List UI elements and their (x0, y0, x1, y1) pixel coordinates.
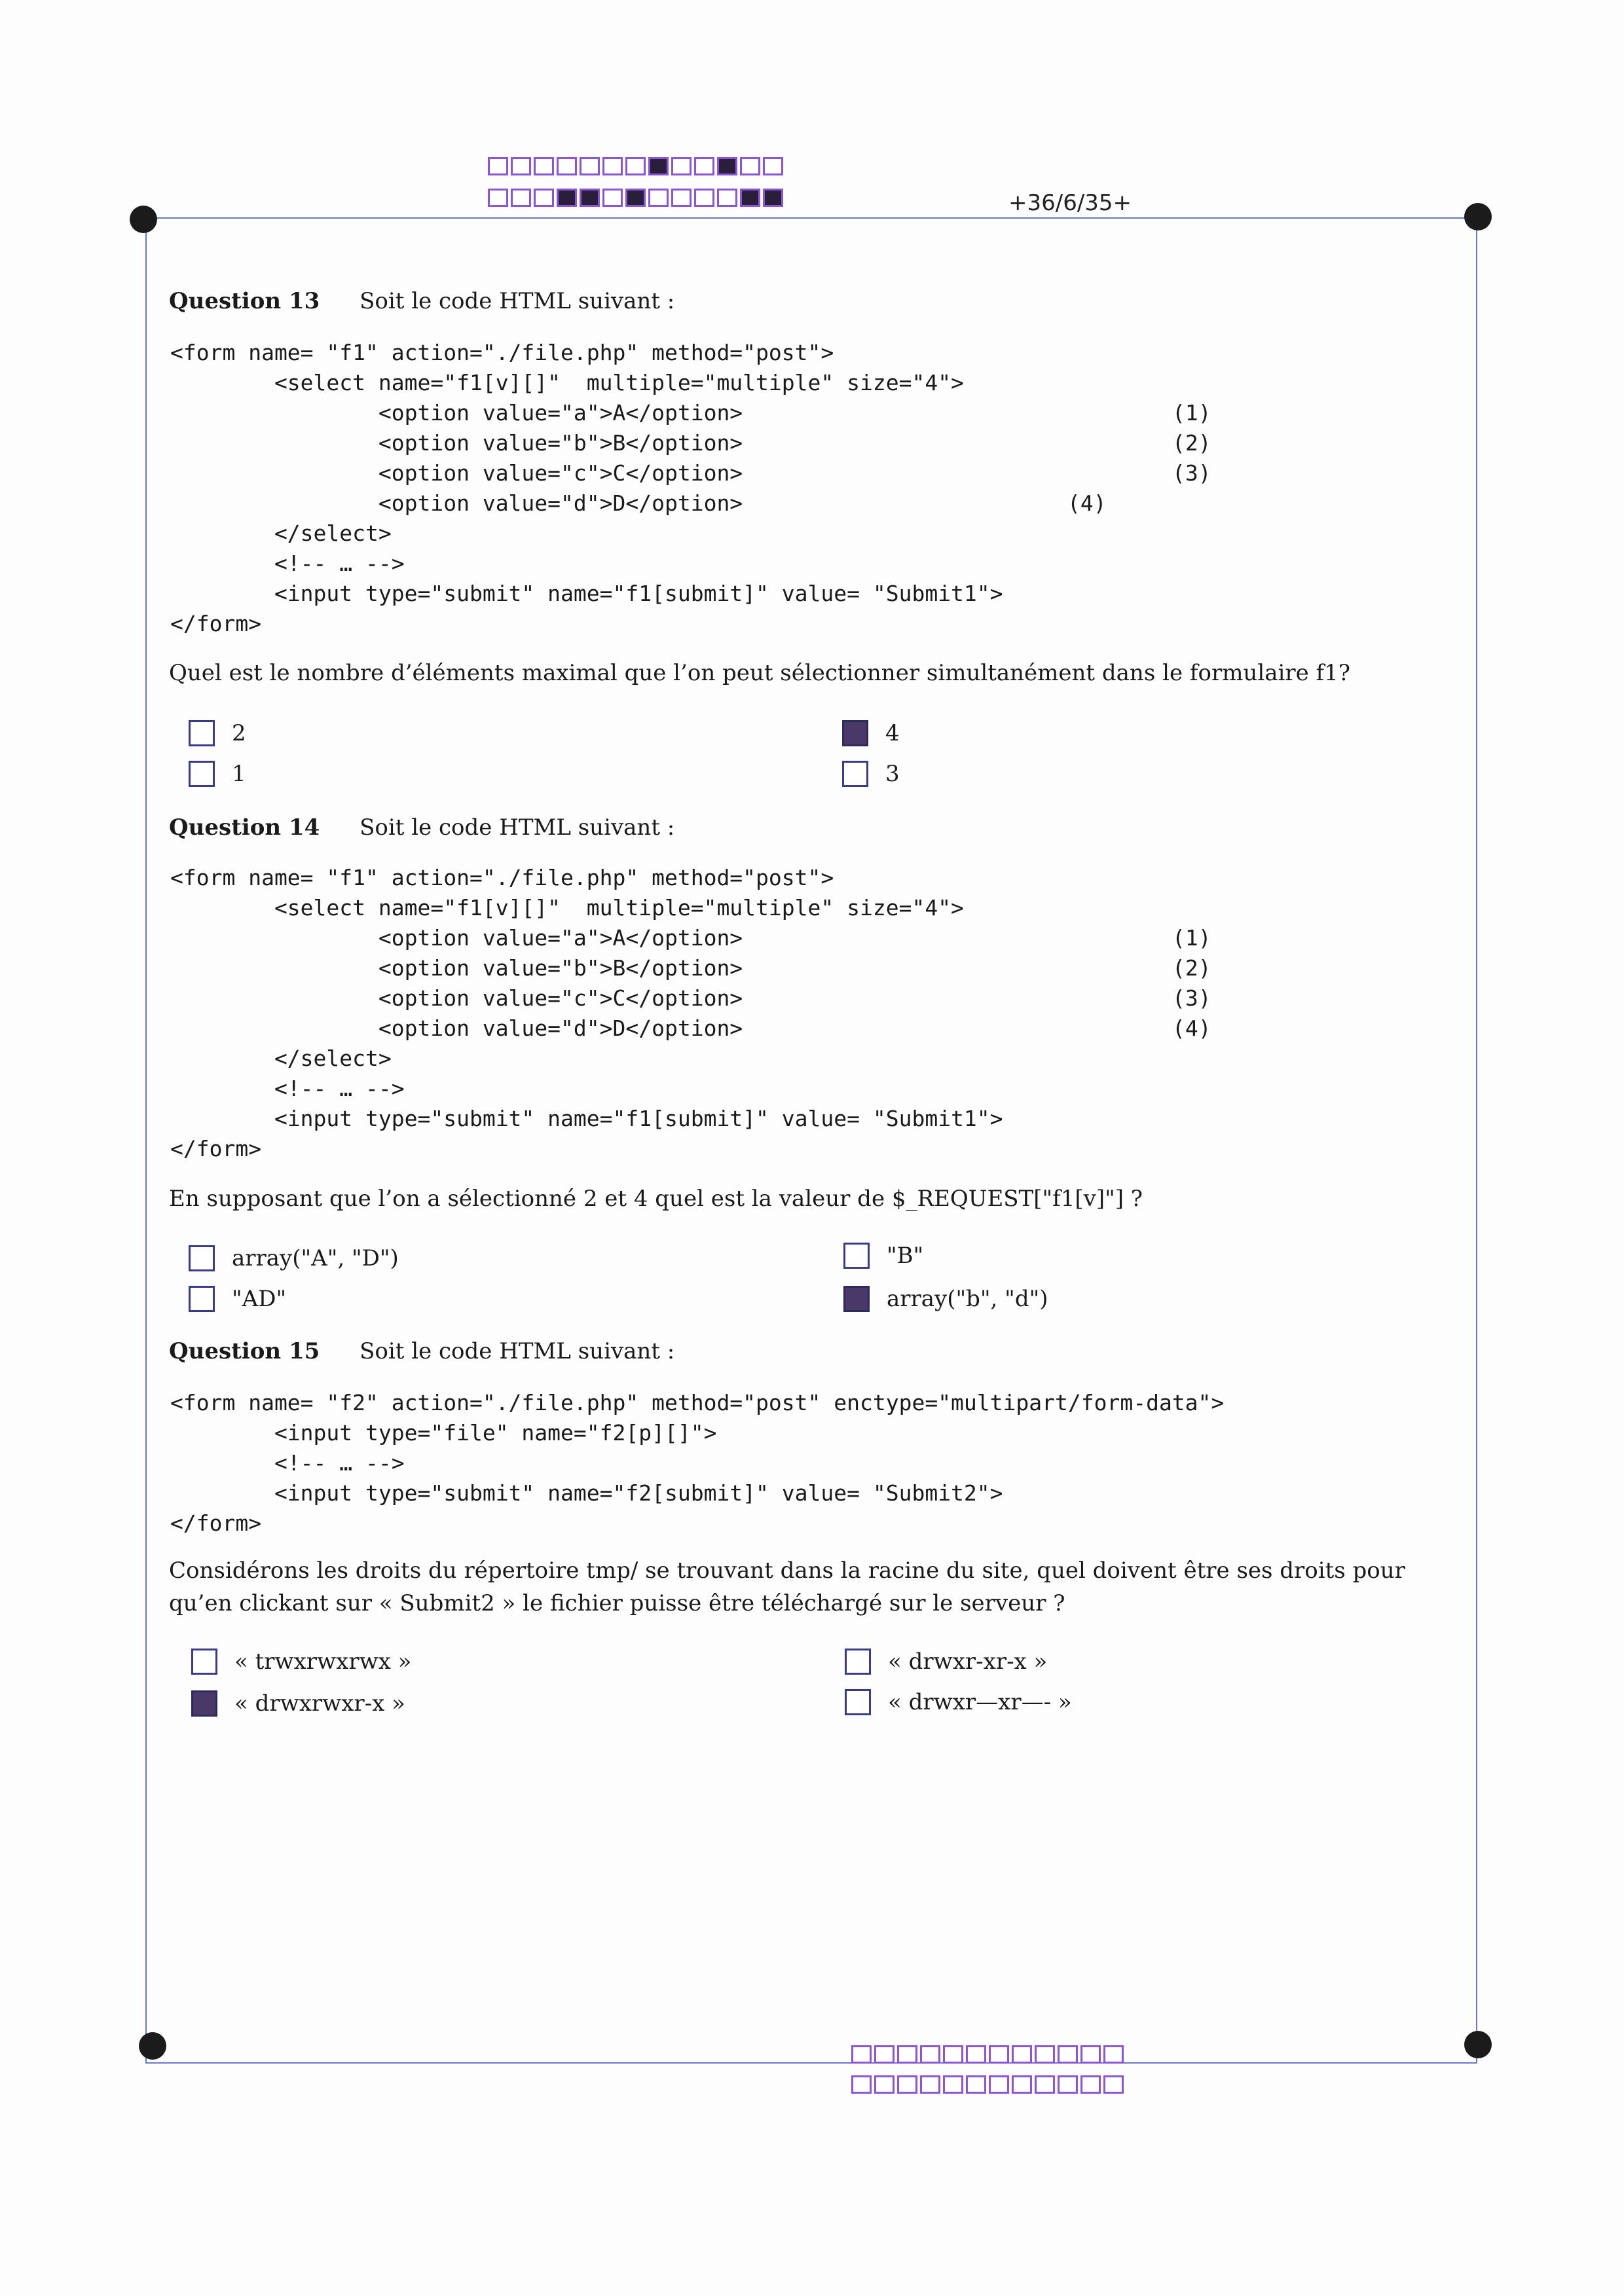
code-block (170, 1388, 1224, 1539)
code-line (170, 368, 1003, 398)
code-text: <option value="a">A</option> (170, 925, 743, 951)
code-line (170, 338, 1003, 368)
question-intro: Soit le code HTML suivant : (360, 814, 675, 841)
checkbox[interactable] (189, 761, 215, 787)
barcode-cell (989, 2075, 1009, 2094)
code-line (170, 953, 1211, 983)
barcode-cell (511, 189, 531, 207)
barcode-cell (966, 2045, 986, 2064)
barcode-cell (874, 2045, 895, 2064)
code-line (170, 1104, 1003, 1134)
barcode-cell (1080, 2045, 1101, 2064)
line-number-mark: (2) (1172, 955, 1211, 981)
code-line (170, 1478, 1224, 1508)
barcode-cell (1035, 2075, 1055, 2094)
line-number-mark: (4) (1067, 490, 1107, 516)
line-number-mark: (1) (1172, 400, 1211, 426)
barcode-cell (648, 189, 669, 207)
choice-label: "AD" (232, 1286, 287, 1312)
corner-marker-top-left (130, 206, 157, 233)
barcode-cell (943, 2045, 963, 2064)
barcode-cell (897, 2075, 917, 2094)
answer-choice[interactable] (845, 1649, 1047, 1675)
code-line (170, 1134, 1003, 1164)
checkbox[interactable] (845, 1649, 871, 1675)
corner-marker-bottom-left (139, 2032, 166, 2060)
choice-label: 3 (885, 761, 900, 787)
barcode-cell (580, 189, 600, 207)
barcode-cell (1080, 2075, 1101, 2094)
barcode-cell (694, 189, 714, 207)
choice-label: « drwxrwxr-x » (234, 1690, 405, 1717)
choice-label: « drwxr—xr—- » (888, 1689, 1072, 1715)
code-text: </form> (170, 1510, 262, 1536)
barcode-cell (534, 157, 554, 175)
barcode-cell (625, 157, 646, 175)
barcode-cell (488, 189, 508, 207)
code-line (170, 983, 1211, 1013)
barcode-cell (1103, 2075, 1124, 2094)
code-text: </select> (170, 1046, 392, 1071)
barcode-cell (1012, 2045, 1032, 2064)
choice-label: 1 (232, 761, 246, 787)
question-prompt: En supposant que l’on a sélectionné 2 et 4 quel est la valeur de $_REQUEST["f1[v]"] ? (169, 1186, 1143, 1212)
question-number: Question 13 (169, 288, 320, 314)
barcode-cell (740, 157, 760, 175)
code-line (170, 549, 1003, 579)
question-number: Question 15 (169, 1338, 320, 1364)
line-number-mark: (2) (1172, 430, 1211, 456)
choice-label: 4 (885, 720, 900, 746)
choice-label: 2 (232, 720, 246, 746)
code-line (170, 1508, 1224, 1539)
barcode-cell (557, 189, 577, 207)
barcode-cell (1103, 2045, 1124, 2064)
code-text: <select name="f1[v][]" multiple="multiple" size="4"> (170, 370, 964, 395)
code-text: </select> (170, 520, 392, 546)
barcode-cell (1058, 2045, 1078, 2064)
question-prompt: Considérons les droits du répertoire tmp/ se trouvant dans la racine du site, quel doivent être ses droits pour qu’en clickant sur « Submit2 » le fichier puisse être téléchargé sur le serveur ? (169, 1558, 1405, 1616)
checkbox[interactable] (189, 1286, 215, 1312)
code-line (170, 488, 1107, 519)
code-text: <input type="submit" name="f1[submit]" value= "Submit1"> (170, 581, 1003, 606)
code-text: </form> (170, 1136, 262, 1161)
checkbox[interactable] (843, 1243, 870, 1269)
barcode-cell (694, 157, 714, 175)
code-line (170, 1044, 1003, 1074)
line-number-mark: (4) (1172, 1015, 1211, 1041)
code-line (170, 609, 1003, 639)
choice-label: array("b", "d") (887, 1286, 1048, 1312)
code-text: <option value="b">B</option> (170, 955, 743, 981)
barcode-cell (534, 189, 554, 207)
answer-choice[interactable] (189, 1286, 286, 1312)
barcode-cell (763, 157, 783, 175)
answer-choice[interactable] (189, 761, 246, 787)
code-text: <form name= "f1" action="./file.php" method="post"> (170, 865, 834, 890)
checkbox[interactable] (842, 720, 868, 746)
answer-choice[interactable] (843, 1286, 1048, 1312)
line-number-mark: (3) (1172, 460, 1211, 486)
answer-choice[interactable] (845, 1689, 1072, 1715)
barcode-cell (920, 2075, 940, 2094)
barcode-cell (671, 157, 692, 175)
barcode-cell (851, 2045, 872, 2064)
barcode-bottom-row-2 (851, 2075, 1126, 2094)
barcode-cell (851, 2075, 872, 2094)
code-block (170, 338, 1211, 639)
question-header (169, 814, 674, 841)
barcode-bottom-row-1 (851, 2045, 1126, 2064)
barcode-cell (602, 189, 623, 207)
code-text: <input type="submit" name="f2[submit]" value= "Submit2"> (170, 1480, 1003, 1506)
answer-choice[interactable] (189, 720, 246, 746)
code-line (170, 398, 1211, 428)
barcode-cell (602, 157, 623, 175)
barcode-cell (580, 157, 600, 175)
barcode-cell (1035, 2045, 1055, 2064)
answer-choice[interactable] (191, 1690, 405, 1717)
answer-choice[interactable] (842, 761, 900, 787)
barcode-cell (966, 2075, 986, 2094)
code-line (170, 1448, 1224, 1478)
question-header (169, 288, 674, 314)
code-text: </form> (170, 611, 262, 636)
checkbox[interactable] (189, 1245, 215, 1271)
corner-marker-top-right (1464, 203, 1492, 230)
code-line (170, 1013, 1211, 1044)
code-text: <!-- … --> (170, 1450, 405, 1476)
line-number-mark: (1) (1172, 925, 1211, 951)
code-text: <option value="d">D</option> (170, 1015, 743, 1041)
barcode-cell (557, 157, 577, 175)
question-intro: Soit le code HTML suivant : (360, 1338, 675, 1364)
barcode-cell (897, 2045, 917, 2064)
question-intro: Soit le code HTML suivant : (360, 288, 675, 314)
page-id: +36/6/35+ (1008, 190, 1132, 216)
barcode-cell (717, 189, 737, 207)
choice-label: « drwxr-xr-x » (888, 1649, 1048, 1675)
question-header (169, 1338, 674, 1364)
code-line (170, 1388, 1224, 1418)
barcode-cell (943, 2075, 963, 2094)
choice-label: "B" (887, 1243, 924, 1269)
checkbox[interactable] (843, 1286, 870, 1312)
code-text: <option value="b">B</option> (170, 430, 743, 456)
question-number: Question 14 (169, 814, 320, 841)
answer-choice[interactable] (191, 1649, 411, 1675)
code-text: <form name= "f1" action="./file.php" method="post"> (170, 340, 834, 365)
code-text: <input type="submit" name="f1[submit]" value= "Submit1"> (170, 1106, 1003, 1131)
barcode-cell (874, 2075, 895, 2094)
code-block (170, 863, 1211, 1164)
code-text: <input type="file" name="f2[p][]"> (170, 1420, 717, 1446)
code-text: <option value="a">A</option> (170, 400, 743, 426)
answer-choice[interactable] (843, 1243, 923, 1269)
choice-label: array("A", "D") (232, 1245, 399, 1271)
line-number-mark: (3) (1172, 985, 1211, 1011)
checkbox[interactable] (191, 1690, 217, 1717)
code-text: <option value="c">C</option> (170, 985, 743, 1011)
choice-label: « trwxrwxrwx » (234, 1649, 412, 1675)
barcode-cell (989, 2045, 1009, 2064)
barcode-cell (511, 157, 531, 175)
barcode-cell (1058, 2075, 1078, 2094)
code-text: <!-- … --> (170, 551, 405, 576)
code-line (170, 579, 1003, 609)
checkbox[interactable] (842, 761, 868, 787)
code-line (170, 1418, 1224, 1448)
code-text: <form name= "f2" action="./file.php" method="post" enctype="multipart/form-data"> (170, 1390, 1225, 1415)
code-line (170, 863, 1003, 893)
barcode-cell (763, 189, 783, 207)
code-text: <!-- … --> (170, 1076, 405, 1101)
code-text: <option value="d">D</option> (170, 490, 743, 516)
barcode-cell (717, 157, 737, 175)
barcode-cell (625, 189, 646, 207)
code-line (170, 1074, 1003, 1104)
code-line (170, 428, 1211, 458)
code-text: <option value="c">C</option> (170, 460, 743, 486)
checkbox[interactable] (191, 1649, 217, 1675)
code-line (170, 519, 1003, 549)
answer-choice[interactable] (189, 1245, 399, 1271)
checkbox[interactable] (189, 720, 215, 746)
checkbox[interactable] (845, 1689, 871, 1715)
answer-choice[interactable] (842, 720, 900, 746)
question-prompt: Quel est le nombre d’éléments maximal que l’on peut sélectionner simultanément dans le formulaire f1? (169, 660, 1350, 686)
barcode-top-row-1 (488, 157, 786, 175)
code-line (170, 893, 1003, 923)
code-line (170, 923, 1211, 953)
barcode-cell (488, 157, 508, 175)
corner-marker-bottom-right (1464, 2031, 1492, 2058)
barcode-top-row-2 (488, 189, 786, 207)
barcode-cell (1012, 2075, 1032, 2094)
code-text: <select name="f1[v][]" multiple="multiple" size="4"> (170, 895, 964, 920)
barcode-cell (671, 189, 692, 207)
barcode-cell (648, 157, 669, 175)
barcode-cell (920, 2045, 940, 2064)
barcode-cell (740, 189, 760, 207)
code-line (170, 458, 1211, 488)
